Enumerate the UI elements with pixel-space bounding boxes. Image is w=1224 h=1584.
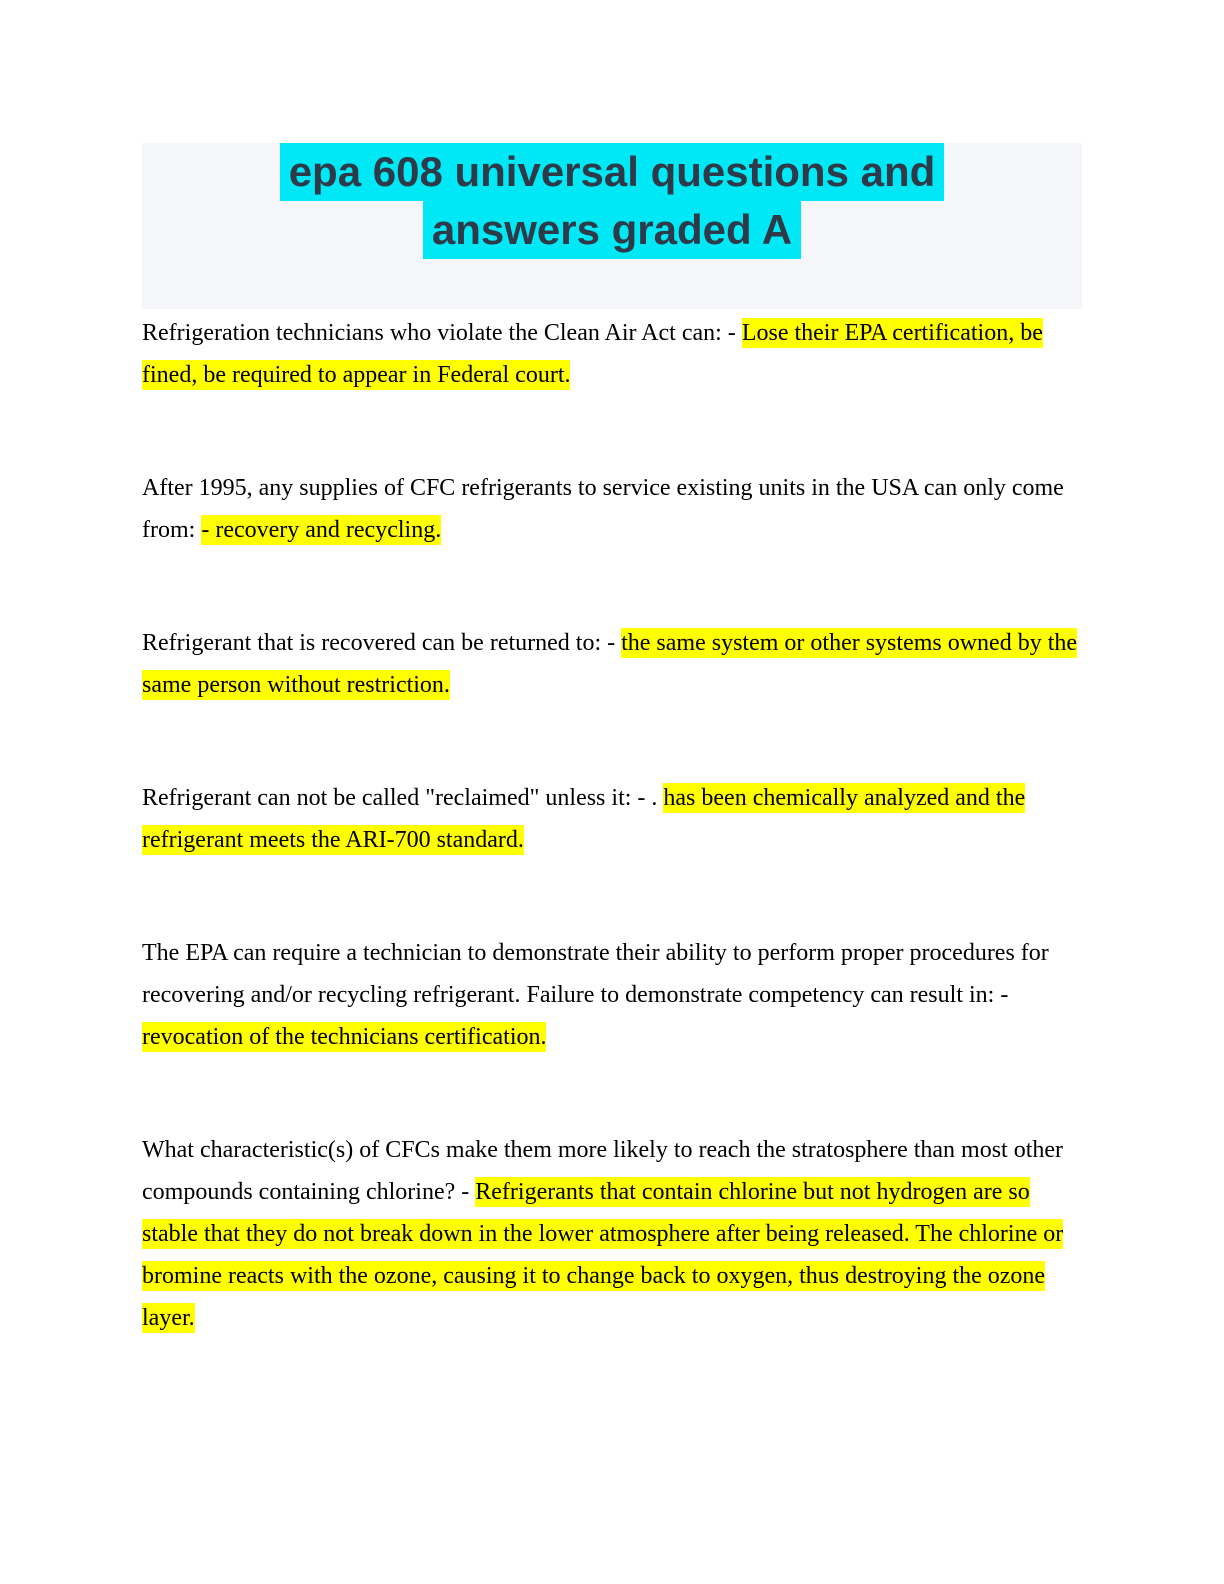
answer-highlight: revocation of the technicians certification. xyxy=(142,1024,547,1050)
answer-highlight: has been chemically analyzed and the refrigerant meets the ARI-700 standard. xyxy=(142,785,1026,853)
question-text: Refrigerant that is recovered can be returned to: - xyxy=(142,630,622,656)
qa-paragraph xyxy=(142,777,1082,861)
qa-paragraph xyxy=(142,467,1082,551)
title-block xyxy=(142,143,1082,309)
answer-highlight: Lose their EPA certification, be fined, be required to appear in Federal court. xyxy=(142,320,1043,388)
answer-highlight: the same system or other systems owned by the same person without restriction. xyxy=(142,630,1078,698)
answer-highlight: Refrigerants that contain chlorine but not hydrogen are so stable that they do not break down in the lower atmosphere after being released. The chlorine or bromine reacts with the ozone, causing it to change back to oxygen, thus destroying the ozone layer. xyxy=(142,1179,1064,1331)
qa-paragraph xyxy=(142,932,1082,1058)
title-line-1: epa 608 universal questions and xyxy=(280,143,945,201)
question-text: Refrigerant can not be called "reclaimed" unless it: - . xyxy=(142,785,664,811)
question-text: What characteristic(s) of CFCs make them more likely to reach the stratosphere than most other compounds containing chlorine? - xyxy=(142,1137,1064,1205)
question-text: The EPA can require a technician to demonstrate their ability to perform proper procedures for recovering and/or recycling refrigerant. Failure to demonstrate competency can result in: - xyxy=(142,940,1049,1008)
answer-highlight: - recovery and recycling. xyxy=(201,517,442,543)
qa-content xyxy=(142,309,1082,1339)
question-text: After 1995, any supplies of CFC refrigerants to service existing units in the USA can only come from: xyxy=(142,475,1064,543)
title-line-2: answers graded A xyxy=(423,201,801,259)
page-title xyxy=(142,143,1082,259)
qa-paragraph xyxy=(142,312,1082,396)
qa-paragraph xyxy=(142,1129,1082,1339)
qa-paragraph xyxy=(142,622,1082,706)
question-text: Refrigeration technicians who violate the Clean Air Act can: - xyxy=(142,320,742,346)
